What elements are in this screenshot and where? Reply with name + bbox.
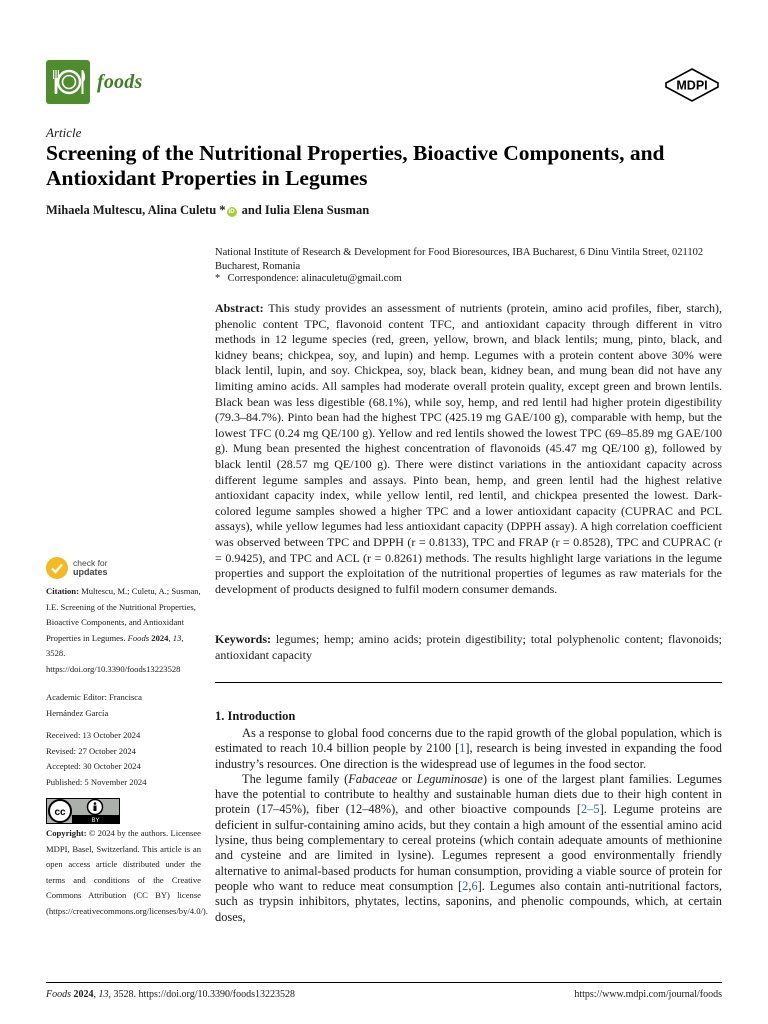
revised-date: Revised: 27 October 2024 bbox=[46, 745, 136, 756]
author-name: Alina Culetu bbox=[147, 203, 217, 217]
accepted-date: Accepted: 30 October 2024 bbox=[46, 761, 141, 772]
paragraph: The legume family (Fabaceae or Leguminosae) is one of the largest plant families. Legumes have the potential to contribute to healthy and sustainable human diets due to their high content in protein (17–45%), fiber (12–48%), and other bioactive compounds [2–5]. Legume proteins are deficient in sulfur-containing amino acids, but they contain a high amount of the essential amino acid lysine, thus being complementary to cereal proteins (which contain adequate amounts of methionine and cysteine and are limited in lysine). Legumes represent a good environmentally friendly alternative to animal-based products for human consumption, providing a viable source of protein for people who want to reduce meat consumption [2,6]. Legumes also contain anti-nutritional factors, such as trypsin inhibitors, phytates, lectins, saponins, and phenolic compounds, which, at certain doses, bbox=[215, 771, 722, 924]
author-name: Mihaela Multescu, bbox=[46, 203, 146, 217]
author-name: and Iulia Elena Susman bbox=[241, 203, 370, 217]
keywords-label: Keywords: bbox=[215, 632, 271, 646]
published-date: Published: 5 November 2024 bbox=[46, 776, 147, 787]
journal-logo[interactable] bbox=[46, 60, 142, 104]
correspondence-marker: * bbox=[215, 273, 221, 284]
paragraph: As a response to global food concerns due to the rapid growth of the global population, which is estimated to reach 10.4 billion people by 2100 [1], research is being invested in expanding the food industry’s resources. One direction is the widespread use of legumes in the food sector. bbox=[215, 726, 722, 771]
mdpi-logo[interactable] bbox=[664, 68, 720, 102]
corresponding-mark: * bbox=[219, 203, 226, 217]
copyright-notice: Copyright: © 2024 by the authors. Licensee MDPI, Basel, Switzerland. This article is an open access article distributed under the terms and conditions of the Creative Commons Attribution (CC BY) license (https://creativecommons.org/licenses/by/4.0/). bbox=[46, 828, 208, 916]
cc-by-license-icon[interactable] bbox=[46, 798, 120, 824]
publisher-name: MDPI bbox=[676, 78, 708, 93]
correspondence-text: Correspondence: alinaculetu@gmail.com bbox=[227, 273, 402, 284]
correspondence bbox=[215, 272, 402, 286]
keywords-text: legumes; hemp; amino acids; protein digestibility; total polyphenolic content; flavonoids; antioxidant capacity bbox=[215, 632, 723, 662]
citation-link[interactable]: 2 bbox=[462, 878, 469, 893]
affiliation: National Institute of Research & Development for Food Bioresources, IBA Bucharest, 6 Dinu Vintila Street, 021102 Bucharest, Romania bbox=[215, 247, 704, 272]
foods-logo-icon bbox=[46, 60, 90, 104]
article-type: Article bbox=[46, 125, 82, 140]
svg-text:BY: BY bbox=[91, 818, 100, 824]
keywords bbox=[215, 632, 722, 663]
abstract-label: Abstract: bbox=[215, 301, 264, 315]
introduction-body bbox=[215, 726, 722, 925]
citation-link[interactable]: 6 bbox=[471, 878, 478, 893]
publication-dates bbox=[46, 728, 201, 790]
check-updates-icon bbox=[46, 557, 68, 579]
citation-link[interactable]: 1 bbox=[459, 741, 466, 756]
divider bbox=[215, 682, 722, 683]
footer-journal-url[interactable]: https://www.mdpi.com/journal/foods bbox=[574, 989, 722, 1000]
citation-link[interactable]: 2–5 bbox=[580, 802, 600, 817]
author-list bbox=[46, 203, 369, 218]
check-for-updates-badge[interactable] bbox=[46, 557, 108, 579]
journal-name: foods bbox=[97, 70, 143, 93]
orcid-icon[interactable]: iD bbox=[228, 209, 235, 215]
footer-divider bbox=[46, 982, 722, 983]
check-updates-text: check for updates bbox=[73, 558, 108, 577]
abstract bbox=[215, 301, 722, 597]
svg-text:cc: cc bbox=[54, 807, 66, 818]
received-date: Received: 13 October 2024 bbox=[46, 730, 141, 740]
citation-block: Citation: Multescu, M.; Culetu, A.; Susman, I.E. Screening of the Nutritional Properties, Bioactive Components, and Antioxidant Properties in Legumes. Foods 2024, 13, 3528. https://doi.org/10.3390/foods13223528 bbox=[46, 586, 201, 674]
academic-editor: Academic Editor: Francisca Hernández García bbox=[46, 692, 142, 718]
section-heading: 1. Introduction bbox=[215, 709, 296, 723]
paper-title: Screening of the Nutritional Properties, Bioactive Components, and Antioxidant Properties in Legumes bbox=[46, 141, 665, 190]
abstract-text: This study provides an assessment of nutrients (protein, amino acid profiles, fiber, starch), phenolic content TPC, flavonoid content TFC, and antioxidant capacity through different in vitro methods in 12 legume species (red, green, yellow, brown, and black lentils; mung, pinto, black, and kidney beans; chickpea, soy, and lupin) and hemp. Legumes with a protein content above 30% were black lentil, lupin, and soy. Chickpea, soy, black bean, kidney bean, and mung bean did not have any limiting amino acids. All samples had moderate overall protein quality, except green and brown lentils. Black bean was less digestible (68.1%), while soy, hemp, and red lentil had higher protein digestibility (79.3–84.7%). Pinto bean had the highest TPC (425.19 mg GAE/100 g), comparable with hemp, but the lowest TFC (0.24 mg QE/100 g). Yellow and red lentils showed the lowest TPC (69–85.89 mg GAE/100 g). Mung bean presented the highest concentration of flavonoids (45.47 mg QE/100 g), followed by black lentil (28.57 mg QE/100 g). There were distinct variations in the antioxidant capacity across different legume samples and assays. Pinto bean, hemp, and green lentil had the highest relative antioxidant capacity index, while yellow lentil, red lentil, and chickpea presented the lowest. Dark-colored legume samples showed a higher TPC and a lower antioxidant capacity (CUPRAC and PCL assays), while yellow legumes had less antioxidant capacity (DPPH assay). A high correlation coefficient was observed between TPC and DPPH (r = 0.8133), TPC and FRAP (r = 0.8528), TPC and CUPRAC (r = 0.9425), and TPC and ACL (r = 0.8261) methods. The results highlight large variations in the legume properties and support the exploitation of the nutritional properties of legumes as raw materials for the development of products designed to fulfil modern consumer demands. bbox=[215, 301, 722, 596]
footer-citation: Foods 2024, 13, 3528. https://doi.org/10.3390/foods13223528 bbox=[46, 989, 295, 1000]
